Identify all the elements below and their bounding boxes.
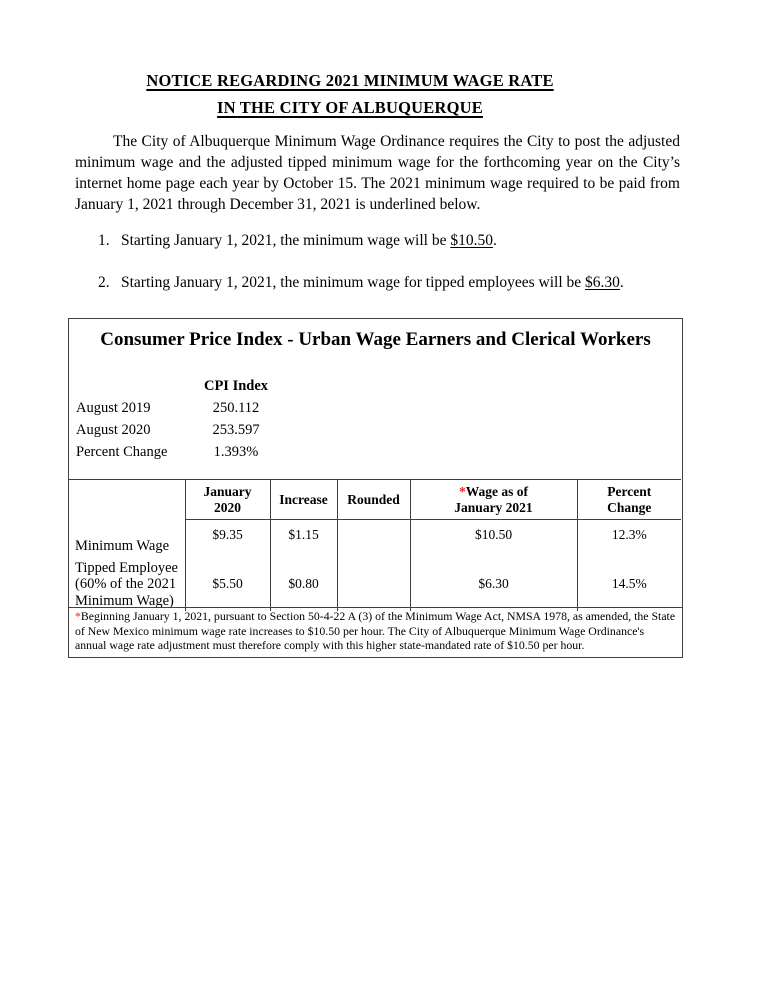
underlined-amount: $6.30: [585, 274, 620, 291]
header-line: January: [203, 484, 252, 499]
cell-wage2021: $10.50: [410, 520, 577, 558]
col-header-increase: Increase: [270, 480, 337, 520]
list-item-1: [98, 231, 680, 251]
cell-percent: 12.3%: [577, 520, 681, 558]
cpi-row-label: Percent Change: [76, 444, 168, 460]
header-line: Change: [607, 499, 652, 515]
col-header-wage-january-2021: [410, 480, 577, 520]
list-item-2: [98, 273, 680, 293]
col-header-rounded: Rounded: [337, 480, 410, 520]
cell-rounded: [337, 520, 410, 558]
cpi-row-value: 253.597: [212, 422, 260, 438]
cpi-table-box: [68, 318, 683, 658]
list-text-body: Starting January 1, 2021, the minimum wage will be: [121, 232, 451, 249]
col-header-january-2020: [185, 480, 270, 520]
cpi-row: [76, 419, 275, 441]
wage-table: [69, 479, 681, 611]
red-asterisk: *: [459, 484, 466, 499]
doc-title-line-1: NOTICE REGARDING 2021 MINIMUM WAGE RATE: [146, 71, 554, 90]
cpi-block: [76, 375, 275, 463]
footnote-asterisk: *: [75, 609, 81, 623]
wage-row-minimum-wage: [69, 520, 681, 558]
header-line: [411, 484, 577, 500]
cell-increase: $1.15: [270, 520, 337, 558]
underlined-amount: $10.50: [450, 232, 493, 249]
cpi-row: [76, 441, 275, 463]
wage-table-header-row: [69, 480, 681, 520]
table-footnote: [69, 607, 682, 657]
cell-percent: 14.5%: [577, 558, 681, 612]
header-line: 2020: [214, 499, 241, 515]
cell-increase: $0.80: [270, 558, 337, 612]
header-line: Percent: [607, 484, 652, 499]
cpi-table-title: Consumer Price Index - Urban Wage Earners and Clerical Workers: [100, 329, 651, 350]
header-text: Wage as of: [465, 484, 528, 499]
cell-jan2020: $9.35: [185, 520, 270, 558]
doc-title-line-2: IN THE CITY OF ALBUQUERQUE: [217, 98, 483, 117]
intro-paragraph: The City of Albuquerque Minimum Wage Ordinance requires the City to post the adjusted minimum wage and the adjusted tipped minimum wage for the forthcoming year on the City’s internet home page each year by October 15. The 2021 minimum wage required to be paid from January 1, 2021 through December 31, 2021 is underlined below.: [75, 133, 680, 213]
doc-title: [75, 67, 625, 121]
list-text-suffix: .: [492, 232, 497, 249]
footnote-text: Beginning January 1, 2021, pursuant to Section 50-4-22 A (3) of the Minimum Wage Act, NMSA 1978, as amended, the State of New Mexico minimum wage rate increases to $10.50 per hour. The City of Albuquerque Minimum Wage Ordinance's annual wage rate adjustment must therefore comply with this higher state-mandated rate of $10.50 per hour.: [75, 609, 676, 653]
list-text-body: Starting January 1, 2021, the minimum wage for tipped employees will be: [121, 274, 586, 291]
list-text: [121, 273, 624, 293]
cpi-row-value: 1.393%: [213, 444, 259, 460]
cell-jan2020: $5.50: [185, 558, 270, 612]
cpi-row-value: 250.112: [212, 400, 260, 416]
cpi-row-label: August 2020: [76, 422, 151, 438]
list-number: 1.: [98, 232, 110, 249]
header-line: January 2021: [454, 499, 533, 515]
cell-rounded: [337, 558, 410, 612]
cpi-row-label: August 2019: [76, 400, 151, 416]
list-number: 2.: [98, 274, 110, 291]
cpi-index-header: CPI Index: [203, 378, 269, 394]
row-label: Minimum Wage: [69, 520, 185, 558]
col-header-percent-change: [577, 480, 681, 520]
cell-wage2021: $6.30: [410, 558, 577, 612]
row-label: Tipped Employee (60% of the 2021 Minimum Wage): [69, 558, 185, 612]
list-text-suffix: .: [619, 274, 624, 291]
wage-row-tipped-employee: [69, 558, 681, 612]
list-text: [121, 231, 497, 251]
col-header-empty: [69, 480, 185, 520]
cpi-row: [76, 397, 275, 419]
